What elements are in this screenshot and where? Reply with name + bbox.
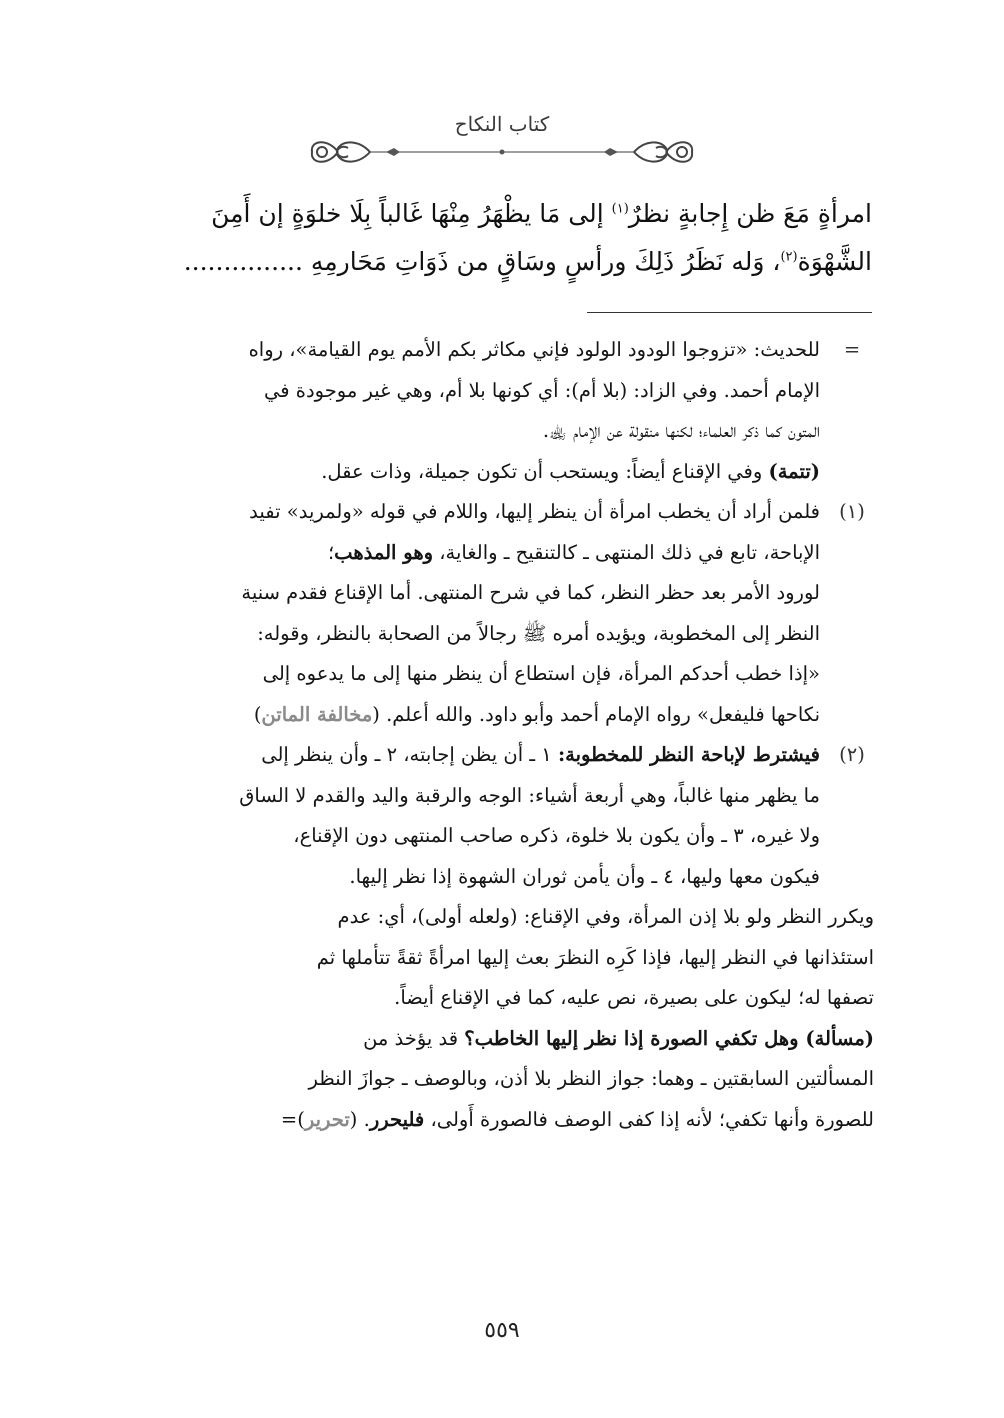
footnote-separator — [587, 312, 872, 313]
footnote-line: الإمام أحمد. وفي الزاد: (بلا أم): أي كونها بلا أم، وهي غير موجودة في — [263, 378, 820, 402]
footnote-line: ولا غيره، ٣ ـ وأن يكون بلا خلوة، ذكره صاحب المنتهى دون الإقناع، — [293, 824, 820, 847]
footnote-2-question — [130, 1019, 874, 1141]
footnote-line: «إذا خطب أحدكم المرأة، فإن استطاع أن ينظر منها إلى ما يدعوه إلى — [262, 662, 820, 685]
footnote-line — [130, 533, 820, 574]
page-number: ٥٥٩ — [484, 1318, 520, 1343]
footnote-line — [130, 1100, 874, 1141]
footnote-2 — [130, 735, 874, 897]
footnote-line: المتون كما ذكر العلماء؛ لكنها منقولة عن الإمام ﵀. — [542, 419, 820, 442]
footnote-continuation-marker: = — [843, 338, 861, 361]
footnote-text: الإباحة، تابع في ذلك المنتهى ـ كالتنقيح ـ والغاية، — [433, 540, 820, 564]
footnote-ref-1[interactable]: (١) — [611, 201, 629, 217]
main-text-segment: الشَّهْوَة — [797, 247, 872, 276]
footnote-line: للحديث: «تزوجوا الودود الولود فإني مكاثر بكم الأمم يوم القيامة»، رواه — [248, 338, 820, 361]
footnote-line: المسألتين السابقتين ـ وهما: جواز النظر بلا أذن، وبالوصف ـ جوازَ النظر — [308, 1067, 874, 1090]
annotation-label: مخالفة الماتن — [261, 702, 373, 726]
footnote-line — [130, 1019, 874, 1060]
footnote-1 — [130, 492, 874, 735]
footnote-2-paragraph — [130, 897, 874, 1019]
footnote-line — [130, 735, 820, 776]
footnote-text: نكاحها فليفعل» رواه الإمام أحمد وأبو داود. والله أعلم. ( — [372, 702, 820, 726]
main-text-segment: امرأةٍ مَعَ ظن إِجابةٍ نظرٌ — [628, 199, 872, 228]
footnote-2-marker: (٢) — [839, 743, 865, 766]
footnote-ref-2[interactable]: (٢) — [780, 249, 798, 265]
bold-term: فليحرر — [369, 1107, 425, 1131]
footnote-1-marker: (١) — [839, 500, 865, 523]
main-line-2 — [132, 238, 872, 286]
footnote-line: استئذانها في النظر إليها، فإذا كَرِه النظرَ بعث إليها امرأةً ثقةً تتأملها ثم — [316, 945, 874, 969]
footnote-text: ) — [253, 702, 262, 726]
footnote-text: ؛ — [327, 540, 335, 564]
footnote-line: فيكون معها وليها، ٤ ـ وأن يأمن ثوران الشهوة إذا نظر إليها. — [349, 864, 820, 888]
footnote-line: فلمن أراد أن يخطب امرأة أن ينظر إليها، واللام في قوله «ولمريد» تفيد — [249, 500, 820, 523]
footnotes — [130, 330, 874, 1140]
bold-term: (تتمة) — [768, 459, 820, 483]
footnote-line — [130, 695, 820, 736]
footnote-line: النظر إلى المخطوبة، ويؤيده أمره ﷺ رجالاً من الصحابة بالنظر، وقوله: — [257, 621, 820, 645]
footnote-line: تصفها له؛ ليكون على بصيرة، نص عليه، كما في الإقناع أيضاً. — [394, 986, 874, 1009]
bold-term: فيشترط لإباحة النظر للمخطوبة: — [557, 743, 820, 766]
main-text — [132, 190, 872, 286]
main-text-segment: إلى مَا يظْهَرُ مِنْهَا غَالباً بِلَا خلوَةٍ إن أَمِنَ — [211, 199, 612, 228]
footnote-continuation — [130, 330, 874, 492]
bold-term: (مسألة) وهل تكفي الصورة إذا نظر إليها الخاطب؟ — [464, 1026, 874, 1050]
footnote-text: )= — [280, 1107, 305, 1131]
footnote-text: قد يؤخذ من — [363, 1026, 465, 1050]
running-header: كتاب النكاح — [454, 112, 550, 136]
footnote-line: لورود الأمر بعد حظر النظر، كما في شرح المنتهى. أما الإقناع فقدم سنية — [241, 581, 820, 604]
footnote-text: . ( — [349, 1107, 370, 1131]
footnote-text: وفي الإقناع أيضاً: ويستحب أن تكون جميلة، وذات عقل. — [321, 459, 769, 483]
footnote-line: ويكرر النظر ولو بلا إذن المرأة، وفي الإقناع: (ولعله أولى)، أي: عدم — [337, 905, 874, 928]
bold-term: وهو المذهب — [334, 540, 434, 564]
main-text-segment: ، وَله نَظَرُ ذَلِكَ ورأسٍ وسَاقٍ من ذَوَاتِ مَحَارمِهِ ............... — [183, 247, 781, 276]
footnote-text: ١ ـ أن يظن إجابته، ٢ ـ وأن ينظر إلى — [261, 743, 558, 766]
footnote-line — [130, 452, 820, 493]
footnote-line: ما يظهر منها غالباً، وهي أربعة أشياء: الوجه والرقبة واليد والقدم لا الساق — [239, 783, 820, 807]
annotation-label: تحرير — [304, 1107, 350, 1131]
footnote-text: للصورة وأنها تكفي؛ لأنه إذا كفى الوصف فالصورة أَولى، — [424, 1107, 874, 1131]
main-line-1 — [132, 190, 872, 238]
header-ornament-icon — [300, 132, 704, 172]
